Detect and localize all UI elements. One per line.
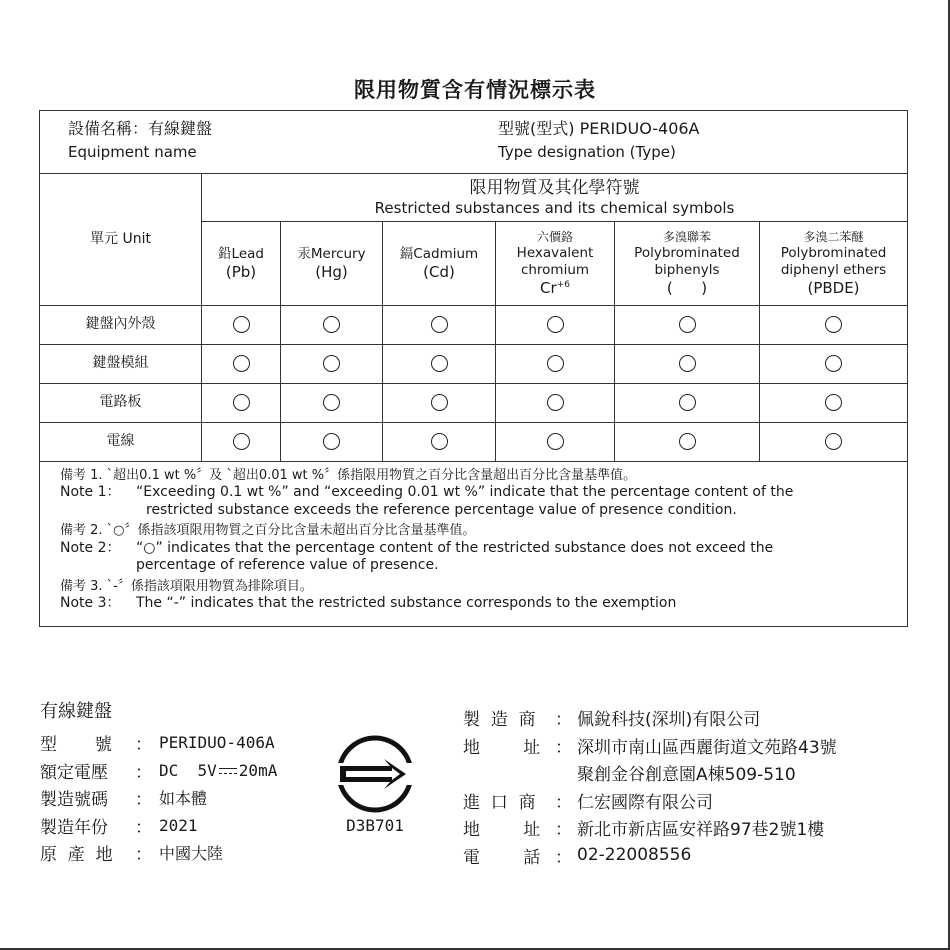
table-row (40, 384, 908, 423)
info-value: 新北市新店區安祥路97巷2號1樓 (577, 820, 825, 841)
substance-symbol: (Cd) (423, 262, 455, 281)
info-value: 中國大陸 (159, 844, 224, 864)
presence-mark (760, 384, 908, 423)
substance-header-pbb (615, 222, 760, 306)
rated-current: 20mA (238, 760, 278, 780)
presence-mark (202, 306, 281, 345)
presence-mark (496, 345, 615, 384)
presence-mark (383, 306, 496, 345)
info-key: 地 址 (463, 820, 541, 841)
presence-mark (202, 345, 281, 384)
circle-icon (233, 394, 250, 411)
presence-mark (281, 306, 383, 345)
circle-icon (323, 394, 340, 411)
presence-mark (281, 345, 383, 384)
presence-mark (281, 384, 383, 423)
circle-icon (323, 316, 340, 333)
company-info-row (463, 704, 933, 732)
info-key: 電 話 (463, 847, 541, 868)
restricted-substances-table (39, 110, 908, 627)
note-2 (60, 523, 907, 574)
info-value (159, 761, 277, 780)
info-colon: ： (135, 735, 152, 756)
circle-icon (825, 355, 842, 372)
info-value: 佩銳科技(深圳)有限公司 (577, 710, 761, 731)
substance-name: Polybrominated diphenyl ethers (780, 244, 887, 278)
product-info-row (40, 812, 330, 840)
note-label: Note 1： (60, 484, 121, 501)
presence-mark (496, 423, 615, 462)
info-key: 製造號碼 (40, 790, 108, 811)
info-key: 地 址 (463, 737, 541, 758)
presence-mark (202, 423, 281, 462)
company-info-row (463, 814, 933, 842)
company-info (463, 704, 933, 869)
presence-mark (615, 423, 760, 462)
info-value: 如本體 (159, 789, 208, 809)
product-title: 有線鍵盤 (40, 701, 112, 722)
type-designation-block (498, 119, 700, 162)
product-info (40, 697, 330, 867)
restricted-substances-header (202, 174, 908, 222)
presence-mark (615, 306, 760, 345)
info-colon: ： (135, 845, 152, 866)
substance-name: Polybrominated biphenyls (634, 244, 740, 278)
circle-icon (825, 394, 842, 411)
info-colon: ： (555, 792, 572, 813)
info-colon: ： (555, 710, 572, 731)
note-en (60, 484, 907, 502)
note-zh: 備考 1. ˋ超出0.1 wt %〞及 ˋ超出0.01 wt %〞係指限用物質之百分比含量超出百分比含量基準值。 (60, 468, 637, 483)
equipment-name-zh: 設備名稱：有線鍵盤 (68, 119, 213, 138)
info-value: PERIDUO-406A (159, 733, 275, 753)
note-zh: 備考 3. ˋ-〞係指該項限用物質為排除項目。 (60, 578, 313, 594)
info-colon: ： (135, 817, 152, 838)
table-row (40, 306, 908, 345)
substance-header-chromium (496, 222, 615, 306)
presence-mark (760, 306, 908, 345)
info-colon: ： (135, 790, 152, 811)
info-value: 2021 (159, 815, 198, 835)
substance-header-cadmium (383, 222, 496, 306)
table-row (40, 423, 908, 462)
circle-icon (825, 433, 842, 450)
info-key: 製造年份 (40, 817, 108, 838)
substance-name-zh: 多溴聯苯 (662, 229, 711, 244)
note-text-cont: percentage of reference value of presence. (136, 557, 439, 573)
circle-icon (679, 316, 696, 333)
part-name: 鍵盤模組 (40, 345, 202, 384)
circle-icon (323, 433, 340, 450)
company-info-row (463, 759, 933, 787)
note-text-cont: restricted substance exceeds the reference percentage value of presence condition. (146, 501, 737, 518)
info-value: 02-22008556 (577, 845, 692, 866)
presence-mark (383, 345, 496, 384)
note-text: “○” indicates that the percentage content of the restricted substance does not exceed the (136, 539, 774, 556)
notes-section (40, 462, 908, 627)
info-key: 進 口 商 (463, 792, 536, 813)
note-3 (60, 579, 907, 613)
circle-icon (679, 433, 696, 450)
part-name: 電線 (40, 423, 202, 462)
presence-mark (281, 423, 383, 462)
info-colon: ： (555, 847, 572, 868)
substance-name-zh: 多溴二苯醚 (803, 229, 864, 244)
info-colon: ： (555, 820, 572, 841)
info-value: 深圳市南山區西麗街道文苑路43號 (577, 737, 837, 758)
presence-mark (496, 384, 615, 423)
substance-name: 汞Mercury (297, 245, 366, 262)
table-row (40, 345, 908, 384)
circle-icon (547, 394, 564, 411)
note-en (60, 595, 907, 613)
company-info-row (463, 842, 933, 870)
info-value: 聚創金谷創意園A棟509-510 (577, 765, 796, 786)
info-key: 額定電壓 (40, 762, 108, 783)
circle-icon (547, 355, 564, 372)
substance-name: 鉛Lead (218, 245, 264, 262)
info-value: 仁宏國際有限公司 (577, 792, 713, 813)
info-colon: ： (135, 762, 152, 783)
page-title: 限用物質含有情況標示表 (354, 78, 596, 102)
circle-icon (431, 394, 448, 411)
symbol-superscript: +6 (556, 279, 570, 290)
unit-header: 單元 Unit (40, 174, 202, 306)
product-info-row (40, 757, 330, 785)
type-designation-zh: 型號(型式) PERIDUO-406A (498, 119, 700, 138)
info-colon: ： (555, 737, 572, 758)
circle-icon (323, 355, 340, 372)
symbol-text: Cr (540, 278, 557, 297)
info-key: 製 造 商 (463, 710, 536, 731)
bsmi-commodity-inspection-mark-icon (334, 733, 416, 815)
substance-name: Hexavalent chromium (516, 244, 594, 278)
substance-symbol: (Hg) (315, 262, 348, 281)
equipment-name-block (68, 119, 212, 162)
substance-name-zh: 六價鉻 (536, 229, 573, 244)
circle-icon (547, 316, 564, 333)
note-text: “Exceeding 0.1 wt %” and “exceeding 0.01 wt %” indicate that the percentage content of the (136, 484, 794, 501)
product-info-row (40, 729, 330, 757)
header-row-top (40, 174, 908, 222)
circle-icon (431, 355, 448, 372)
company-info-row (463, 732, 933, 760)
circle-icon (825, 316, 842, 333)
substance-symbol (496, 279, 614, 298)
circle-icon (679, 394, 696, 411)
note-1 (60, 468, 907, 519)
substance-header-pbde (760, 222, 908, 306)
note-text: The “-” indicates that the restricted substance corresponds to the exemption (136, 594, 677, 611)
equipment-row (40, 111, 908, 174)
circle-icon (679, 355, 696, 372)
presence-mark (202, 384, 281, 423)
presence-mark (383, 423, 496, 462)
note-zh: 備考 2. ˋ○〞係指該項限用物質之百分比含量未超出百分比含量基準值。 (60, 523, 476, 539)
part-name: 鍵盤內外殼 (40, 306, 202, 345)
note-label: Note 2： (60, 539, 121, 556)
substance-symbol: (PBDE) (807, 278, 860, 297)
substance-name: 鎘Cadmium (399, 245, 479, 262)
type-designation-en: Type designation (Type) (498, 143, 676, 161)
note-label: Note 3： (60, 594, 121, 611)
rated-voltage: DC 5V (159, 760, 217, 780)
info-key: 原 產 地 (40, 845, 113, 866)
substance-header-mercury (281, 222, 383, 306)
circle-icon (547, 433, 564, 450)
presence-mark (615, 345, 760, 384)
circle-icon (233, 355, 250, 372)
equipment-name-en: Equipment name (68, 143, 197, 161)
restricted-header-zh: 限用物質及其化學符號 (469, 177, 640, 198)
circle-icon (233, 433, 250, 450)
circle-icon (431, 433, 448, 450)
substance-header-lead (202, 222, 281, 306)
substance-symbol: ( ) (666, 278, 708, 297)
presence-mark (760, 423, 908, 462)
info-key: 型 號 (40, 735, 112, 756)
dc-symbol-icon (219, 767, 237, 776)
presence-mark (496, 306, 615, 345)
circle-icon (233, 316, 250, 333)
note-en (60, 540, 907, 558)
company-info-row (463, 787, 933, 815)
presence-mark (383, 384, 496, 423)
certification-code: D3B701 (346, 816, 404, 835)
part-name: 電路板 (40, 384, 202, 423)
product-info-row (40, 839, 330, 867)
circle-icon (431, 316, 448, 333)
presence-mark (615, 384, 760, 423)
product-info-row (40, 784, 330, 812)
notes-row (40, 462, 908, 627)
presence-mark (760, 345, 908, 384)
substance-symbol: (Pb) (225, 262, 257, 281)
restricted-header-en: Restricted substances and its chemical symbols (374, 198, 735, 217)
